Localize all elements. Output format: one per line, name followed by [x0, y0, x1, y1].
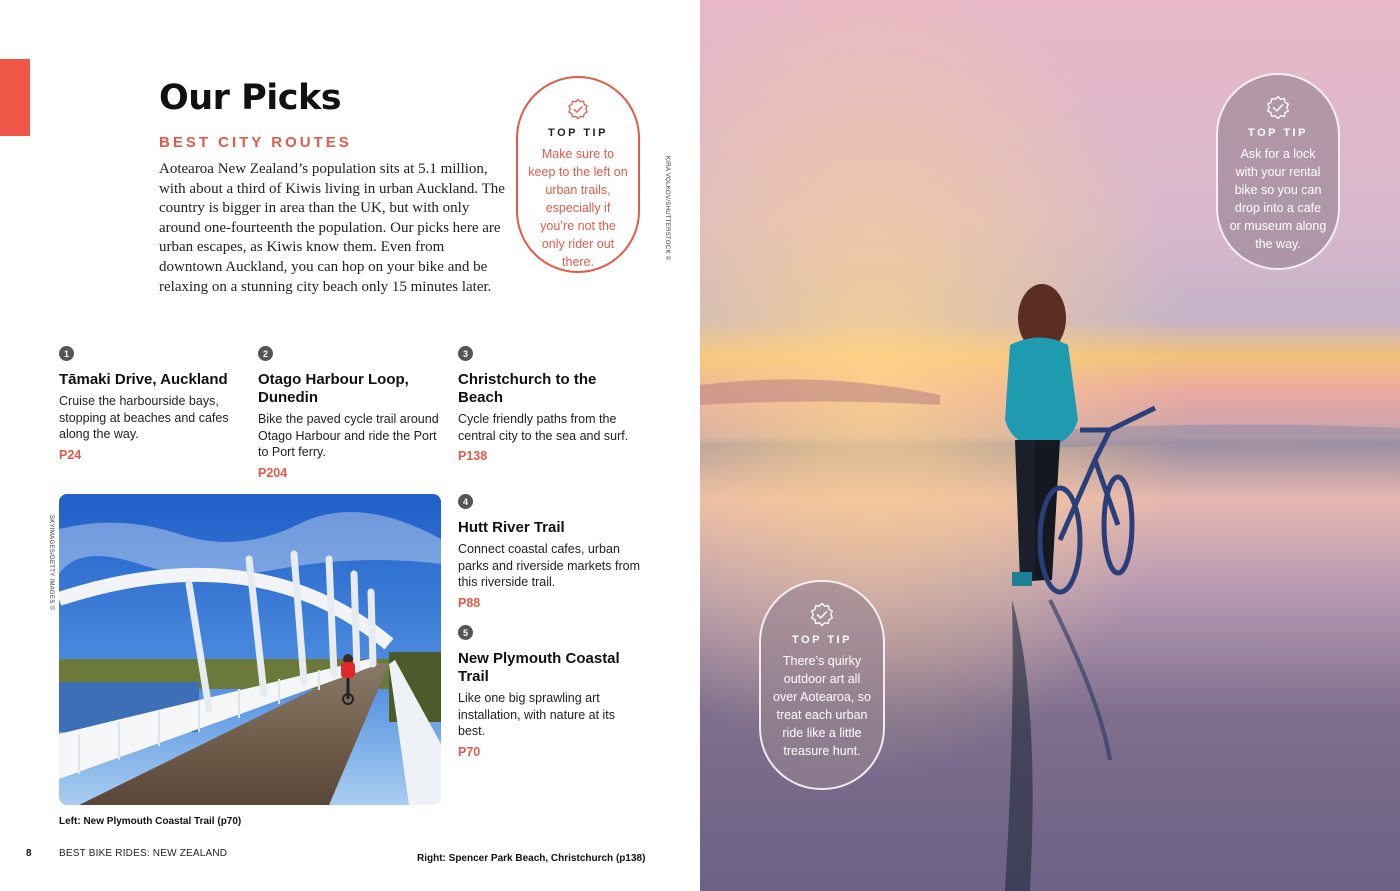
photo-credit: SKYIMAGES/GETTY IMAGES ©	[48, 515, 54, 611]
photo-credit: KIRA VOLKOV/SHUTTERSTOCK ©	[664, 156, 670, 261]
top-tip-text: There’s quirky outdoor art all over Aotearoa, so treat each urban ride like a little treasure hunt.	[773, 654, 871, 758]
pick-item	[458, 494, 643, 610]
top-tip-label: TOP TIP	[792, 634, 852, 646]
top-tip-box	[1216, 73, 1340, 270]
page-number: 8	[26, 848, 32, 859]
pick-page-ref: P138	[458, 449, 488, 463]
pick-description: Cycle friendly paths from the central city to the sea and surf.	[458, 412, 629, 443]
caption-right: Right: Spencer Park Beach, Christchurch (p138)	[417, 853, 646, 864]
page-title: Our Picks	[159, 78, 342, 118]
check-badge-icon	[1265, 95, 1291, 121]
pick-page-ref: P88	[458, 595, 481, 610]
check-badge-icon	[809, 602, 835, 628]
pick-item	[458, 346, 638, 463]
pick-number: 4	[458, 494, 473, 509]
pick-number: 5	[458, 625, 473, 640]
bridge-photo-illustration	[59, 494, 441, 805]
pick-page-ref: P70	[458, 744, 481, 759]
pick-title: Christchurch to the Beach	[458, 371, 597, 406]
top-tip-text: Ask for a lock with your rental bike so you can drop into a cafe or museum along the way.	[1229, 147, 1327, 251]
intro-paragraph: Aotearoa New Zealand’s population sits at 5.1 million, with about a third of Kiwis living in urban Auckland. The country is bigger in area than the UK, but with only around one-fourteenth the population. Our picks here are urban escapes, as Kiwis know them. Even from downtown Auckland, you can hop on your bike and be relaxing on a stunning city beach only 15 minutes later.	[159, 161, 505, 295]
bridge-photo	[59, 494, 441, 805]
pick-number: 3	[458, 346, 473, 361]
top-tip-label: TOP TIP	[548, 127, 608, 139]
top-tip-label: TOP TIP	[1248, 127, 1308, 139]
pick-title: New Plymouth Coastal Trail	[458, 650, 620, 685]
pick-title: Otago Harbour Loop, Dunedin	[258, 371, 409, 406]
pick-item	[59, 346, 239, 462]
pick-title: Hutt River Trail	[458, 519, 565, 536]
pick-item	[458, 625, 643, 759]
pick-description: Connect coastal cafes, urban parks and riverside markets from this riverside trail.	[458, 542, 641, 589]
top-tip-box	[516, 76, 640, 273]
pick-description: Bike the paved cycle trail around Otago Harbour and ride the Port to Port ferry.	[258, 412, 439, 459]
section-tab	[0, 59, 30, 136]
check-badge-icon	[565, 98, 591, 121]
pick-page-ref: P24	[59, 447, 82, 462]
caption-left: Left: New Plymouth Coastal Trail (p70)	[59, 816, 242, 827]
pick-number: 1	[59, 346, 74, 361]
pick-description: Like one big sprawling art installation, with nature at its best.	[458, 691, 616, 738]
pick-item	[258, 346, 443, 480]
running-head: BEST BIKE RIDES: NEW ZEALAND	[59, 848, 228, 859]
pick-description: Cruise the harbourside bays, stopping at beaches and cafes along the way.	[59, 394, 229, 441]
top-tip-text: Make sure to keep to the left on urban trails, especially if you’re not the only rider out there.	[528, 147, 628, 269]
pick-title: Tāmaki Drive, Auckland	[59, 371, 228, 388]
section-subtitle: BEST CITY ROUTES	[159, 134, 352, 151]
top-tip-box	[759, 580, 885, 790]
pick-number: 2	[258, 346, 273, 361]
pick-page-ref: P204	[258, 465, 288, 480]
